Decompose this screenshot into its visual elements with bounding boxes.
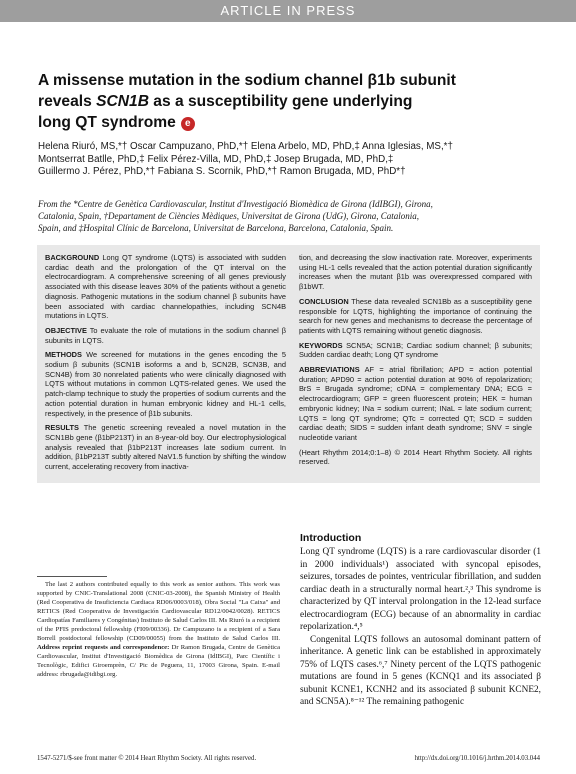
footnote-funding: The last 2 authors contributed equally to this work as senior authors. This work was supported by CNIC-Translational 2008 (CNIC-03-2008), the Spanish Ministry of Health (Red Cooperativa de Insuficiencia Cardiaca RD06/0003/018), Obra Social "La Caixa" and RETICS (Red Cooperativa de Investigación Cardiovascular RD12/0042/0028). RETICS Cardiopatías Familiares y Congénitas) Instituto de Salud Carlos III. Ms Riuró is a recipient of the PFIS predoctoral fellowship (FI09/00336). Dr Campuzano is a recipient of a Sara Borrell postdoctoral fellowship (CD09/00055) from the Instituto de Salud Carlos III. bbox=[37, 581, 280, 642]
affiliations bbox=[38, 198, 508, 234]
author-list bbox=[38, 141, 508, 179]
abstract-column-left bbox=[45, 253, 286, 477]
title-text: long QT syndrome bbox=[38, 114, 176, 131]
title-line-1: A missense mutation in the sodium channel β1b subunit bbox=[38, 72, 456, 89]
abstract-abbreviations bbox=[299, 365, 532, 443]
section-text: To evaluate the role of mutations in the sodium channel β subunits in LQTS. bbox=[45, 325, 286, 345]
section-head: KEYWORDS bbox=[299, 340, 343, 350]
section-text: These data revealed SCN1Bb as a susceptibility gene responsible for LQTS, highlighting the importance of continuing the search for new genes and mechanisms to decrease the percentage of patients with LQTS remaining without genetic diagnosis. bbox=[299, 296, 532, 335]
article-title bbox=[38, 70, 508, 133]
affiliation-line: Spain, and ‡Hospital Clínic de Barcelona, Universitat de Barcelona, Barcelona, Catalonia, Spain. bbox=[38, 223, 394, 233]
footnote-text bbox=[37, 580, 280, 679]
abstract-background bbox=[45, 253, 286, 321]
section-text: We screened for mutations in the genes encoding the 5 sodium β subunits (SCN1B isoforms a and b, SCN2B, SCN3B, and SCN4B) from 30 nonrelated patients who were clinically diagnosed with LQTS without mutations in common LQTS-related genes. We used the patch-clamp technique to study the properties of sodium currents and the action potential duration in human embryonic kidney and HL-1 cells, respectively, in the presence of β1b subunits. bbox=[45, 350, 286, 418]
section-head: OBJECTIVE bbox=[45, 325, 87, 335]
section-head: ABBREVIATIONS bbox=[299, 365, 360, 375]
abstract-results bbox=[45, 423, 286, 472]
introduction-body bbox=[300, 546, 541, 709]
intro-paragraph: Long QT syndrome (LQTS) is a rare cardiovascular disorder (1 in 2000 individuals¹) associated with syncopal episodes, seizures, torsades de pointes, ventricular fibrillation, and sudden cardiac death in a structurally normal heart.²,³ This syndrome is characterized by QT interval prolongation in the 12-lead surface electrocardiogram (ECG) because of an abnormality in cardiac repolarization.⁴,⁵ bbox=[300, 547, 541, 632]
doi-link[interactable]: http://dx.doi.org/10.1016/j.hrthm.2014.03.044 bbox=[414, 755, 540, 762]
section-head: RESULTS bbox=[45, 423, 79, 433]
section-head: CONCLUSION bbox=[299, 296, 349, 306]
section-head: BACKGROUND bbox=[45, 253, 100, 262]
article-in-press-banner: ARTICLE IN PRESS bbox=[0, 0, 576, 22]
author-line: Helena Riuró, MS,*† Oscar Campuzano, PhD,*† Elena Arbelo, MD, PhD,‡ Anna Iglesias, MS,*† bbox=[38, 141, 453, 152]
author-line: Guillermo J. Pérez, PhD,*† Fabiana S. Scornik, PhD,*† Ramon Brugada, MD, PhD*† bbox=[38, 166, 406, 177]
section-text: AF = atrial fibrillation; APD = action potential duration; APD90 = action potential duration at 90% of repolarization; BrS = Brugada syndrome; cDNA = complementary DNA; ECG = electrocardiogram; GFP = green fluorescent protein; HEK = human embryonic kidney; INa = sodium current; INaL = late sodium current; LQTS = long QT syndrome; QTc = corrected QT; SCD = sudden cardiac death; SIDS = sudden infant death syndrome; SNV = single nucleotide variant bbox=[299, 365, 532, 442]
abstract-column-right bbox=[299, 253, 532, 472]
abstract-citation: (Heart Rhythm 2014;0:1–8) © 2014 Heart Rhythm Society. All rights reserved. bbox=[299, 447, 532, 467]
title-gene: SCN1B bbox=[96, 93, 149, 110]
title-line-3 bbox=[38, 112, 508, 133]
copyright-line: 1547-5271/$-see front matter © 2014 Heart Rhythm Society. All rights reserved. bbox=[37, 755, 257, 762]
abstract-keywords bbox=[299, 341, 532, 360]
footnote-address: Dr Ramon Brugada, Centre de Genètica Cardiovascular, Institut d'Investigació Biomèdica de Girona (IdIBGI), Parc Científic i Tecnològic, Edifici Giroemprèn, C/ Pic de Peguera, 11, 17003 Girona, Spain. E-mail address: rbrugada@idibgi.org. bbox=[37, 644, 280, 678]
title-line-2 bbox=[38, 91, 508, 112]
footnote bbox=[37, 580, 280, 679]
title-text: reveals bbox=[38, 93, 97, 110]
author-line: Montserrat Batlle, PhD,‡ Felix Pérez-Villa, MD, PhD,‡ Josep Brugada, MD, PhD,‡ bbox=[38, 153, 394, 165]
footnote-divider bbox=[37, 576, 107, 577]
intro-paragraph: Congenital LQTS follows an autosomal dominant pattern of inheritance. A genetic link can be established in approximately 75% of LQTS cases.⁶,⁷ Ninety percent of the LQTS pathogenic mutations are found in 5 genes (KCNQ1 and its associated β subunit KCNE1, KCNH2 and its associated β subunit KCNE2, and SCN5A).⁸⁻¹² The remaining pathogenic bbox=[300, 634, 541, 707]
abstract-methods bbox=[45, 350, 286, 418]
section-text: Long QT syndrome (LQTS) is associated with sudden cardiac death and the prolongation of the QT interval on the electrocardiogram. A comprehensive screening of all genes previously associated with this disease leaves 30% of the patients without a genetic diagnosis. Pathogenic mutations in the sodium channel β subunits have been associated with cardiac channelopathies, including SCN4B mutations in LQTS. bbox=[45, 253, 286, 321]
footnote-correspondence-label: Address reprint requests and correspondence: bbox=[37, 644, 170, 651]
title-text: as a susceptibility gene underlying bbox=[148, 93, 413, 110]
abstract-objective bbox=[45, 326, 286, 345]
crossmark-icon[interactable]: e bbox=[181, 117, 195, 131]
abstract-results-cont: tion, and decreasing the slow inactivation rate. Moreover, experiments using HL-1 cells revealed that the action potential duration significantly increases when the mutant β1b was overexpressed compared with β1bWT. bbox=[299, 253, 532, 292]
introduction-heading: Introduction bbox=[300, 532, 362, 544]
abstract-conclusion bbox=[299, 297, 532, 336]
abstract-box bbox=[37, 245, 540, 483]
section-head: METHODS bbox=[45, 350, 82, 360]
affiliation-line: From the *Centre de Genètica Cardiovascular, Institut d'Investigació Biomèdica de Girona (IdIBGI), Girona, bbox=[38, 199, 433, 209]
affiliation-line: Catalonia, Spain, †Departament de Ciències Mèdiques, Universitat de Girona (UdG), Girona, Catalonia, bbox=[38, 211, 420, 221]
section-text: The genetic screening revealed a novel mutation in the SCN1Bb gene (β1bP213T) in an 8-year-old boy. Our electrophysiological analysis revealed that β1bP213T increases late sodium current. In addition, β1bP213T subtly altered NaV1.5 function by shifting the window current, accelerating recovery from inactiva- bbox=[45, 423, 286, 472]
section-text: SCN5A; SCN1B; Cardiac sodium channel; β subunits; Sudden cardiac death; Long QT syndrome bbox=[299, 340, 532, 360]
